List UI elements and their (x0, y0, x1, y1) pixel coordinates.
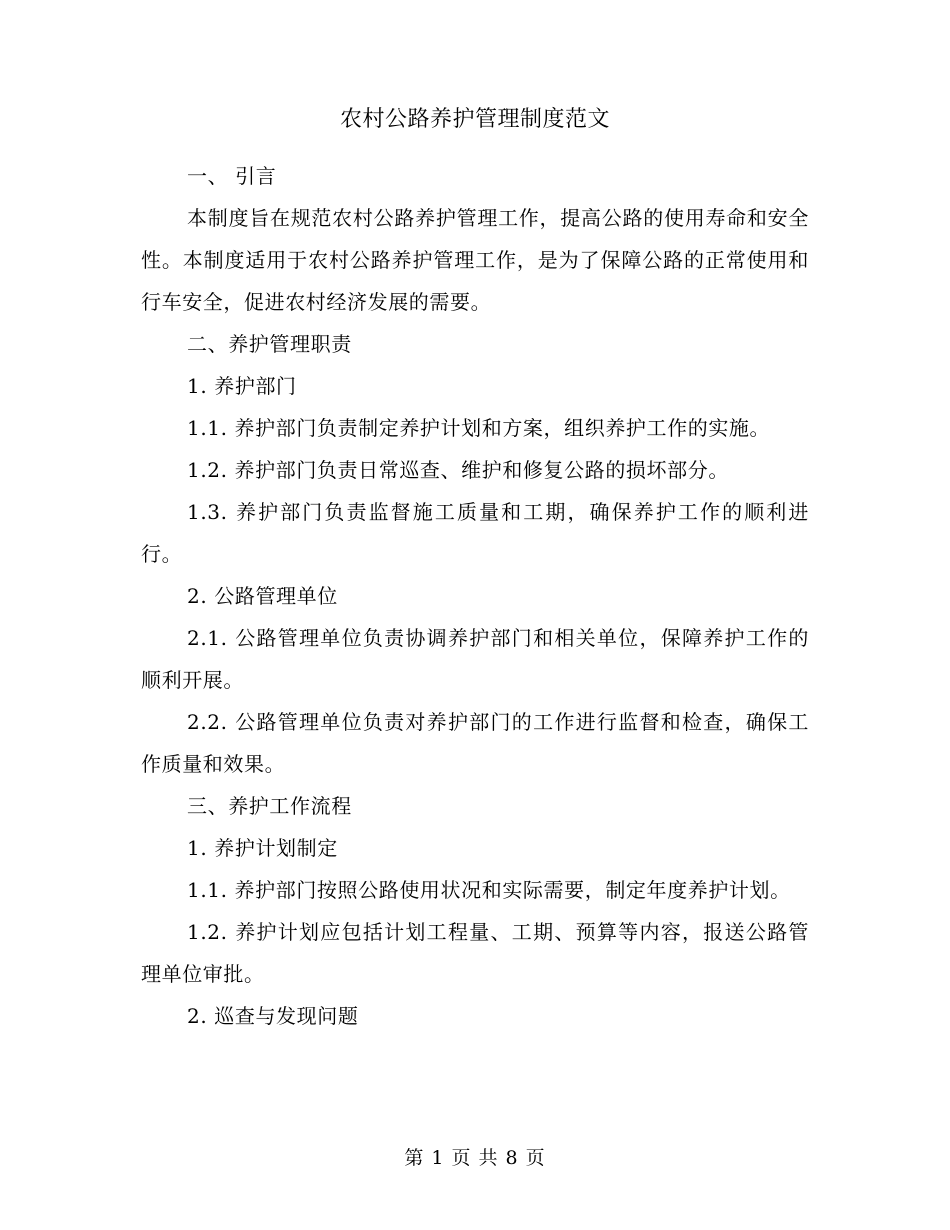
subheading-maintenance-department: 1. 养护部门 (187, 374, 297, 398)
section-heading-workflow: 三、养护工作流程 (187, 794, 352, 818)
clause-plan-1-1: 1.1. 养护部门按照公路使用状况和实际需要，制定年度养护计划。 (187, 878, 791, 902)
clause-2-2: 2.2. 公路管理单位负责对养护部门的工作进行监督和检查，确保工作质量和效果。 (141, 710, 809, 776)
clause-2-1: 2.1. 公路管理单位负责协调养护部门和相关单位，保障养护工作的顺利开展。 (141, 626, 809, 692)
document-body (141, 155, 809, 1037)
document-title: 农村公路养护管理制度范文 (339, 107, 610, 132)
subheading-plan-formulation: 1. 养护计划制定 (187, 836, 338, 860)
subheading-road-management-unit: 2. 公路管理单位 (187, 584, 338, 608)
section-heading-introduction: 一、 引言 (187, 164, 277, 188)
subheading-inspection: 2. 巡查与发现问题 (187, 1004, 359, 1028)
page-footer: 第 1 页 共 8 页 (404, 1147, 546, 1169)
section-heading-responsibilities: 二、养护管理职责 (187, 332, 352, 356)
clause-1-1: 1.1. 养护部门负责制定养护计划和方案，组织养护工作的实施。 (187, 416, 771, 440)
clause-1-3: 1.3. 养护部门负责监督施工质量和工期，确保养护工作的顺利进行。 (141, 500, 809, 566)
clause-1-2: 1.2. 养护部门负责日常巡查、维护和修复公路的损坏部分。 (187, 458, 729, 482)
paragraph-purpose: 本制度旨在规范农村公路养护管理工作，提高公路的使用寿命和安全性。本制度适用于农村公路养护管理工作，是为了保障公路的正常使用和行车安全，促进农村经济发展的需要。 (141, 206, 809, 314)
clause-plan-1-2: 1.2. 养护计划应包括计划工程量、工期、预算等内容，报送公路管理单位审批。 (141, 920, 809, 986)
